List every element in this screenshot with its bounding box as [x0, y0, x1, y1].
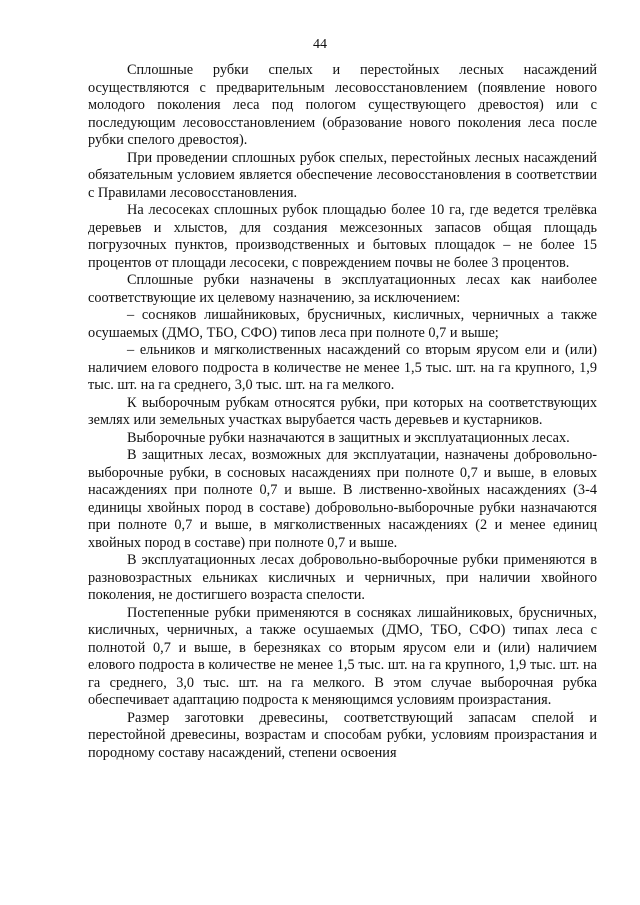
- paragraph-cutting-area-limits: На лесосеках сплошных рубок площадью более 10 га, где ведется трелёвка деревьев и хлыстов, для создания межсезонных запасов общая площадь погрузочных пунктов, производственных и бытовых площадок – не более 15 процентов от площади лесосеки, с повреждением почвы не более 3 процентов.: [88, 202, 597, 271]
- paragraph-reforestation-requirement: При проведении сплошных рубок спелых, перестойных лесных насаждений обязательным условием является обеспечение лесовосстановления в соответствии с Правилами лесовосстановления.: [88, 149, 597, 201]
- paragraph-selective-cutting-assignment: Выборочные рубки назначаются в защитных и эксплуатационных лесах.: [127, 429, 570, 446]
- paragraph-exception-spruce: – ельников и мягколиственных насаждений со вторым ярусом ели и (или) наличием елового подроста в количестве не менее 1,5 тыс. шт. на га крупного, 1,9 тыс. шт. на га среднего, 3,0 тыс. шт. на га мелкого.: [88, 342, 597, 393]
- paragraph-clear-cutting-assignment: Сплошные рубки назначены в эксплуатационных лесах как наиболее соответствующие их целевому назначению, за исключением:: [88, 272, 597, 306]
- paragraph-gradual-cutting: Постепенные рубки применяются в сосняках лишайниковых, брусничных, кисличных, черничных, а также осушаемых (ДМО, ТБО, СФО) типах леса с полнотой 0,7 и выше, в березняках со вторым ярусом ели и (или) наличием елового подроста в количестве не менее 1,5 тыс. шт. на га крупного, 1,9 тыс. шт. на га среднего, 3,0 тыс. шт. на га мелкого. В этом случае выборочная рубка обеспечивает адаптацию подроста к меняющимся условиям произрастания.: [88, 604, 597, 708]
- document-body: [88, 62, 597, 762]
- paragraph-exploitation-forests: В эксплуатационных лесах добровольно-выборочные рубки применяются в разновозрастных ельниках кисличных и черничных, при наличии хвойного поколения, не достигшего возраста спелости.: [88, 552, 597, 603]
- paragraph-selective-cutting-definition: К выборочным рубкам относятся рубки, при которых на соответствующих землях или земельных участках вырубается часть деревьев и кустарников.: [88, 394, 597, 428]
- paragraph-clear-cutting-intro: Сплошные рубки спелых и перестойных лесных насаждений осуществляются с предварительным лесовосстановлением (появление нового молодого поколения леса под пологом существующего древостоя) или с последующим лесовосстановлением (образование нового поколения леса после рубки спелого древостоя).: [88, 62, 597, 148]
- paragraph-protective-forests: В защитных лесах, возможных для эксплуатации, назначены добровольно-выборочные рубки, в сосновых насаждениях при полноте 0,7 и выше, в еловых насаждениях при полноте 0,7 и выше. В лиственно-хвойных насаждениях (3-4 единицы хвойных пород в составе) добровольно-выборочные рубки назначаются при полноте 0,7 и выше, в мягколиственных насаждениях (2 и менее единиц хвойных пород в составе) при полноте 0,7 и выше.: [88, 447, 597, 551]
- paragraph-exception-pine: – сосняков лишайниковых, брусничных, кисличных, черничных а также осушаемых (ДМО, ТБО, СФО) типов леса при полноте 0,7 и выше;: [88, 307, 597, 341]
- page-number: 44: [313, 37, 327, 52]
- paragraph-harvest-volume: Размер заготовки древесины, соответствующий запасам спелой и перестойной древесины, возрастам и способам рубки, условиям произрастания и породному составу насаждений, степени освоения: [88, 709, 597, 761]
